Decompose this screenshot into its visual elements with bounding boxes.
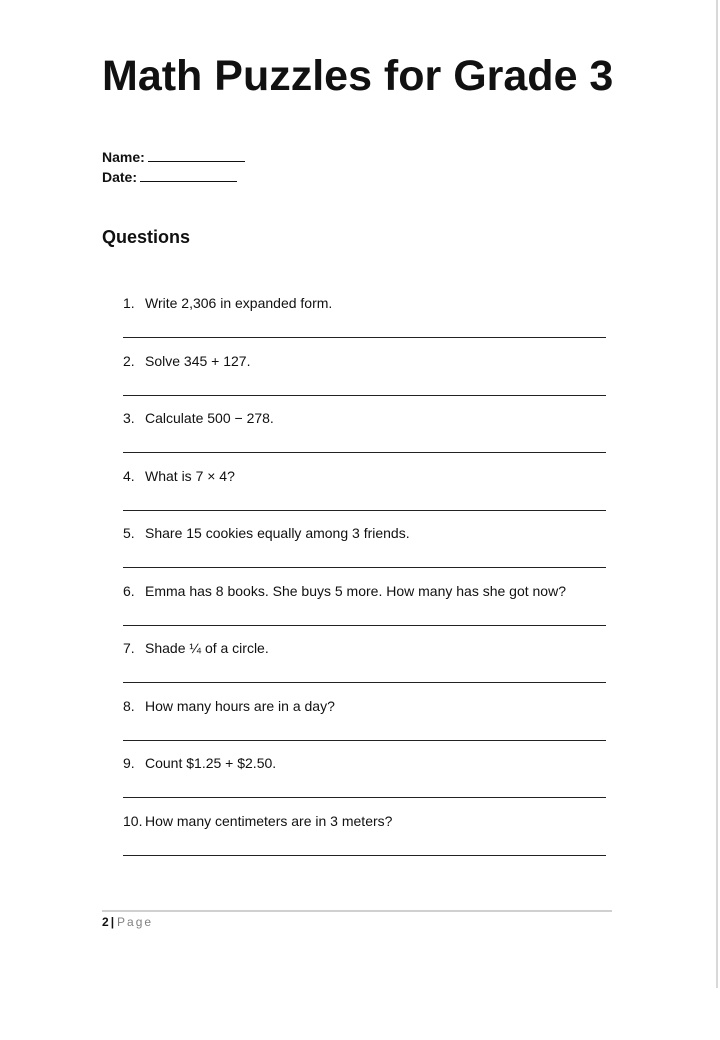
- question-item: [123, 639, 606, 697]
- question-text: Shade ¼ of a circle.: [145, 640, 269, 656]
- page-number: 2: [102, 915, 109, 929]
- question-text: Count $1.25 + $2.50.: [145, 755, 277, 771]
- question-text: Calculate 500 − 278.: [145, 410, 274, 426]
- question-text: How many hours are in a day?: [145, 697, 335, 714]
- question-item: [123, 409, 606, 467]
- question-item: [123, 294, 606, 352]
- question-text: Emma has 8 books. She buys 5 more. How many has she got now?: [145, 582, 566, 599]
- question-text: What is 7 × 4?: [145, 467, 235, 484]
- answer-line: [123, 855, 606, 856]
- question-number: 3.: [123, 410, 135, 426]
- name-blank-line: [148, 149, 245, 162]
- question-text: Share 15 cookies equally among 3 friends.: [145, 525, 410, 541]
- question-item: [123, 352, 606, 410]
- question-number: 9.: [123, 755, 135, 771]
- question-list: [123, 294, 606, 869]
- question-number: 6.: [123, 582, 135, 599]
- question-item: [123, 697, 606, 755]
- page-footer: [102, 914, 153, 930]
- answer-line: [123, 797, 606, 798]
- name-field-row: [102, 148, 245, 166]
- footer-divider: [102, 910, 612, 912]
- page-label: Page: [117, 915, 154, 929]
- footer-separator: |: [110, 915, 115, 929]
- question-number: 7.: [123, 640, 135, 656]
- answer-line: [123, 510, 606, 511]
- answer-line: [123, 740, 606, 741]
- date-field-row: [102, 168, 237, 186]
- answer-line: [123, 567, 606, 568]
- name-label: Name:: [102, 149, 145, 165]
- answer-line: [123, 682, 606, 683]
- questions-heading: Questions: [102, 227, 191, 247]
- date-blank-line: [140, 169, 237, 182]
- question-text: Solve 345 + 127.: [145, 352, 251, 369]
- question-item: [123, 467, 606, 525]
- answer-line: [123, 395, 606, 396]
- question-text: Write 2,306 in expanded form.: [145, 295, 333, 311]
- question-number: 4.: [123, 467, 135, 484]
- answer-line: [123, 625, 606, 626]
- date-label: Date:: [102, 169, 138, 185]
- question-text: How many centimeters are in 3 meters?: [145, 812, 393, 829]
- answer-line: [123, 452, 606, 453]
- question-item: [123, 754, 606, 812]
- question-number: 5.: [123, 525, 135, 541]
- question-number: 8.: [123, 697, 135, 714]
- question-number: 10.: [123, 812, 143, 829]
- question-item: [123, 524, 606, 582]
- page-title: Math Puzzles for Grade 3: [102, 52, 614, 100]
- question-number: 1.: [123, 295, 135, 311]
- question-item: [123, 812, 606, 870]
- answer-line: [123, 337, 606, 338]
- question-number: 2.: [123, 352, 135, 369]
- question-item: [123, 582, 606, 640]
